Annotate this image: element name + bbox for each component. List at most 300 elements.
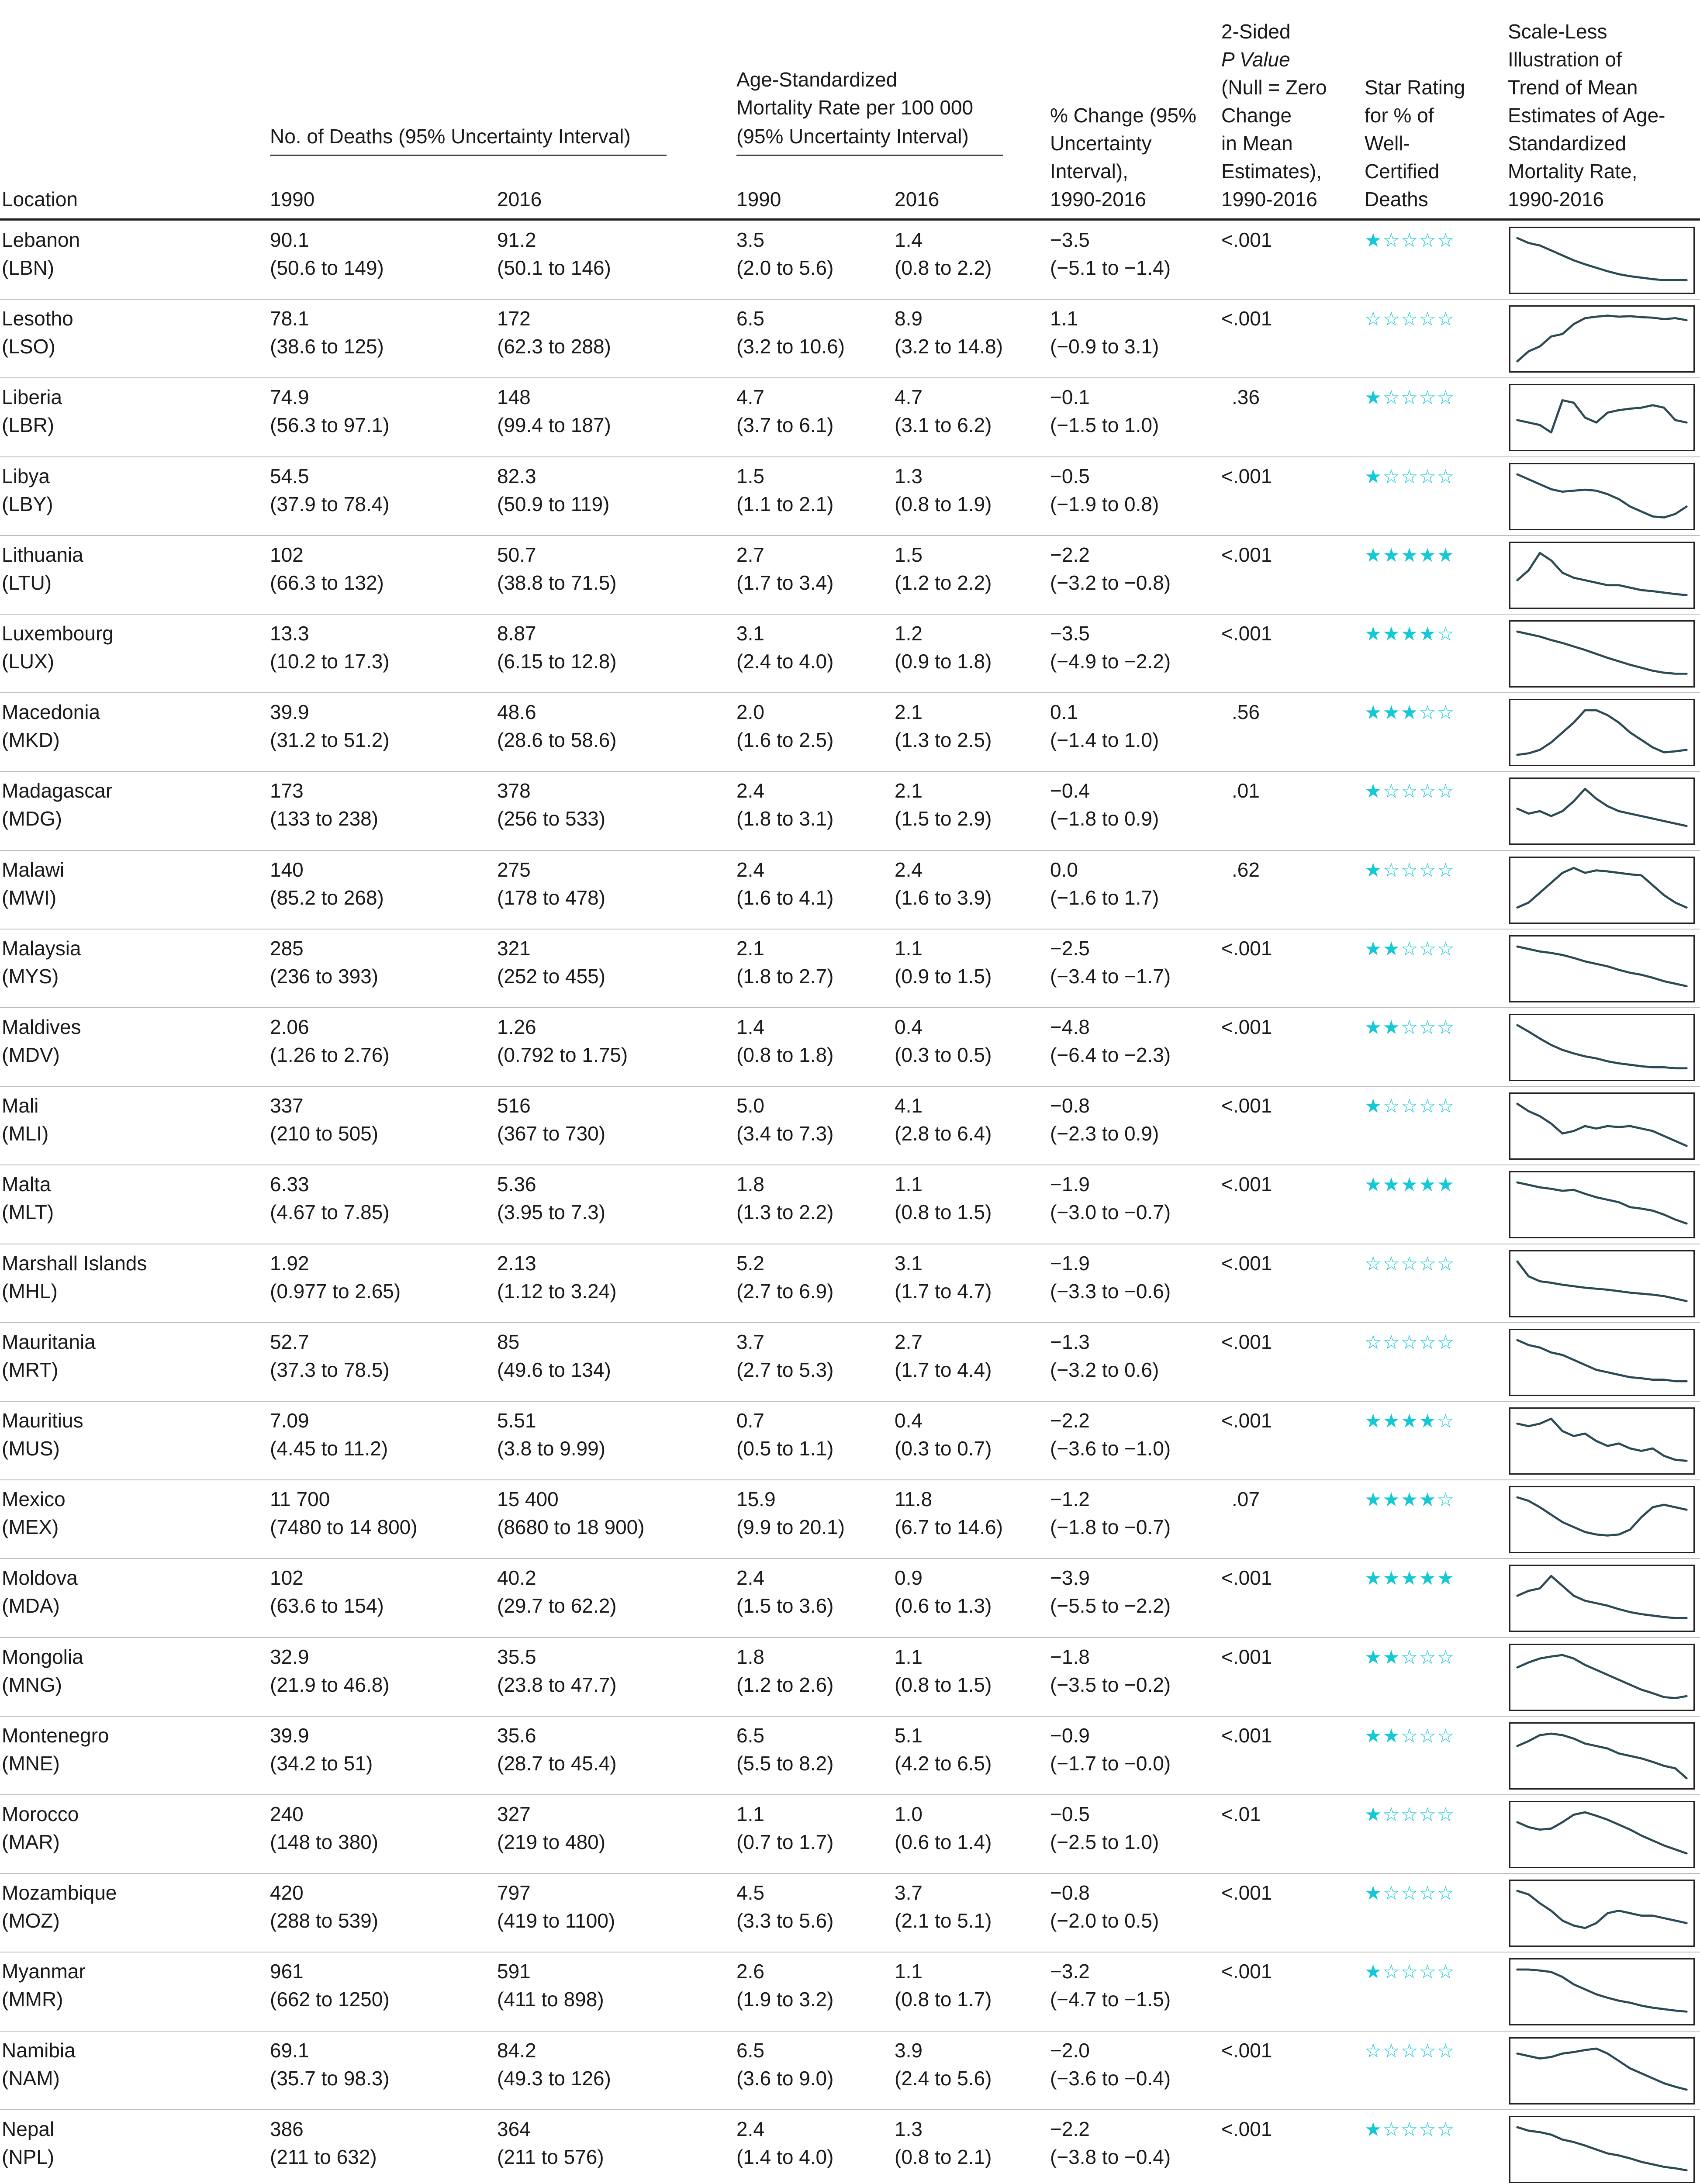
header-star-line-2: for % of: [1365, 104, 1434, 127]
cell-rate-2016-value: 1.3: [895, 464, 923, 487]
cell-location-value: Malaysia: [2, 936, 81, 960]
cell-deaths-2016-value: 516: [497, 1094, 531, 1117]
cell-deaths-1990: [270, 226, 384, 282]
cell-rate-1990: [736, 698, 833, 754]
cell-deaths-2016-interval: (411 to 898): [497, 1988, 604, 2011]
cell-rate-2016-interval: (0.6 to 1.3): [895, 1594, 992, 1617]
cell-deaths-2016: [497, 1013, 628, 1069]
cell-rate-1990: [736, 1721, 833, 1777]
trend-chart: [1510, 1015, 1693, 1080]
trend-chart: [1510, 858, 1693, 923]
cell-pct-change-interval: (−3.0 to −0.7): [1050, 1201, 1171, 1224]
cell-pct-change-interval: (−3.4 to −1.7): [1050, 964, 1171, 988]
star-rating: ☆☆☆☆☆: [1365, 1253, 1455, 1275]
cell-deaths-1990-interval: (37.9 to 78.4): [270, 492, 390, 515]
trend-sparkline: [1509, 1958, 1695, 2025]
cell-p-value: .01: [1232, 779, 1260, 802]
trend-line: [1517, 474, 1686, 518]
cell-rate-2016: [895, 541, 992, 597]
cell-location-interval: (MRT): [2, 1358, 59, 1381]
cell-rate-2016: [895, 383, 992, 439]
cell-deaths-1990-value: 7.09: [270, 1409, 309, 1432]
cell-location-interval: (LBY): [2, 492, 53, 515]
cell-p-value: .36: [1232, 386, 1260, 409]
cell-deaths-1990-value: 32.9: [270, 1645, 309, 1668]
cell-p-value: <.001: [1221, 622, 1272, 645]
cell-rate-2016-interval: (4.2 to 6.5): [895, 1752, 992, 1775]
cell-deaths-1990-interval: (210 to 505): [270, 1122, 379, 1145]
cell-location-value: Malawi: [2, 858, 65, 881]
star-rating: ★☆☆☆☆: [1365, 1883, 1455, 1904]
cell-rate-2016-value: 1.3: [895, 2117, 923, 2140]
row-separator: [0, 1007, 1700, 1008]
cell-deaths-2016-interval: (99.4 to 187): [497, 414, 611, 437]
cell-deaths-2016-value: 327: [497, 1803, 531, 1825]
row-separator: [0, 1401, 1700, 1402]
cell-p-value: <.001: [1221, 1566, 1272, 1590]
cell-rate-1990-value: 15.9: [736, 1488, 776, 1511]
cell-deaths-1990-value: 1.92: [270, 1251, 309, 1275]
cell-rate-1990: [736, 1643, 833, 1699]
trend-sparkline: [1509, 1722, 1695, 1790]
cell-rate-2016-interval: (0.8 to 1.5): [895, 1673, 992, 1696]
trend-chart: [1510, 1645, 1693, 1710]
cell-location-interval: (MYS): [2, 964, 59, 988]
trend-line: [1517, 553, 1686, 595]
cell-deaths-2016-value: 172: [497, 307, 531, 330]
cell-pct-change-value: −3.9: [1050, 1566, 1090, 1590]
cell-pct-change-interval: (−3.6 to −0.4): [1050, 2067, 1171, 2090]
cell-rate-1990: [736, 2115, 833, 2171]
cell-rate-1990-value: 4.7: [736, 386, 764, 409]
cell-location-value: Luxembourg: [2, 622, 114, 645]
trend-line: [1517, 1261, 1686, 1301]
cell-rate-2016: [895, 1800, 992, 1856]
cell-p-value: .07: [1232, 1488, 1260, 1511]
cell-rate-1990: [736, 541, 833, 597]
cell-rate-2016: [895, 1328, 992, 1384]
cell-location-value: Mauritius: [2, 1409, 83, 1432]
trend-chart: [1510, 228, 1693, 293]
cell-deaths-2016: [497, 383, 611, 439]
cell-pct-change: [1050, 1013, 1171, 1069]
trend-line: [1517, 1419, 1686, 1461]
cell-rate-1990-interval: (2.7 to 5.3): [736, 1358, 834, 1381]
cell-deaths-1990: [270, 383, 390, 439]
row-separator: [0, 535, 1700, 536]
cell-deaths-1990-interval: (236 to 393): [270, 964, 379, 988]
cell-rate-2016-value: 1.1: [895, 936, 923, 960]
cell-rate-2016-interval: (0.6 to 1.4): [895, 1831, 992, 1853]
cell-location: [2, 462, 53, 518]
trend-sparkline: [1509, 463, 1695, 530]
row-separator: [0, 1873, 1700, 1874]
cell-location-interval: (LUX): [2, 650, 55, 673]
cell-deaths-1990-interval: (21.9 to 46.8): [270, 1673, 390, 1696]
cell-deaths-1990-interval: (50.6 to 149): [270, 256, 384, 279]
cell-rate-2016-value: 0.4: [895, 1016, 923, 1038]
cell-rate-2016-value: 2.1: [895, 779, 923, 802]
cell-pct-change: [1050, 1485, 1171, 1541]
cell-p-value: .62: [1232, 858, 1260, 881]
cell-location-interval: (MKD): [2, 729, 60, 752]
cell-deaths-1990: [270, 934, 378, 990]
cell-location-value: Nepal: [2, 2117, 55, 2140]
trend-sparkline: [1509, 384, 1695, 451]
cell-rate-2016: [895, 2036, 992, 2092]
cell-pct-change-value: −1.9: [1050, 1173, 1090, 1196]
cell-pct-change-value: −4.8: [1050, 1016, 1090, 1038]
cell-rate-2016: [895, 1564, 992, 1620]
cell-rate-2016: [895, 1406, 992, 1462]
cell-location-interval: (MUS): [2, 1437, 60, 1460]
cell-location: [2, 1013, 81, 1069]
cell-rate-1990: [736, 1328, 833, 1384]
header-star-line-4: Certified: [1365, 160, 1440, 183]
header-rate-line-2: Mortality Rate per 100 000: [736, 96, 974, 119]
trend-chart: [1510, 1566, 1693, 1631]
trend-line: [1517, 868, 1686, 908]
cell-pct-change-value: −2.5: [1050, 936, 1090, 960]
cell-location-value: Lesotho: [2, 307, 73, 330]
cell-pct-change: [1050, 777, 1159, 833]
cell-deaths-1990: [270, 1485, 418, 1541]
cell-pct-change: [1050, 1328, 1159, 1384]
cell-p-value: <.001: [1221, 464, 1272, 487]
cell-p-value: <.001: [1221, 2117, 1272, 2140]
cell-deaths-2016-value: 48.6: [497, 701, 536, 724]
cell-rate-1990: [736, 619, 833, 675]
cell-location-interval: (MNE): [2, 1752, 60, 1775]
trend-line: [1517, 238, 1686, 280]
cell-rate-2016: [895, 619, 992, 675]
cell-rate-1990-value: 0.7: [736, 1409, 764, 1432]
row-separator: [0, 2109, 1700, 2110]
header-trend-line-1: Scale-Less: [1508, 20, 1607, 43]
cell-deaths-2016: [497, 1879, 615, 1935]
header-star-line-5: Deaths: [1365, 188, 1428, 211]
header-rate-2016: 2016: [895, 188, 940, 211]
cell-deaths-2016-interval: (1.12 to 3.24): [497, 1279, 617, 1303]
cell-rate-2016-value: 1.0: [895, 1803, 923, 1825]
cell-pct-change-interval: (−2.0 to 0.5): [1050, 1909, 1159, 1932]
cell-rate-1990: [736, 1957, 833, 2013]
cell-deaths-2016: [497, 856, 605, 912]
header-pvalue-line-7: 1990-2016: [1221, 188, 1317, 211]
cell-rate-1990: [736, 383, 833, 439]
trend-sparkline: [1509, 620, 1695, 688]
cell-pct-change-value: −0.8: [1050, 1881, 1090, 1904]
trend-chart: [1510, 622, 1693, 686]
trend-line: [1517, 1734, 1686, 1778]
cell-pct-change-value: 0.0: [1050, 858, 1078, 881]
cell-location-value: Marshall Islands: [2, 1251, 147, 1275]
cell-rate-2016-value: 1.1: [895, 1645, 923, 1668]
trend-sparkline: [1509, 935, 1695, 1002]
cell-rate-2016-interval: (0.3 to 0.7): [895, 1437, 992, 1460]
cell-rate-1990-value: 2.4: [736, 1566, 764, 1590]
cell-rate-2016-value: 4.7: [895, 386, 923, 409]
cell-deaths-1990: [270, 1879, 378, 1935]
cell-pct-change-value: −1.8: [1050, 1645, 1090, 1668]
cell-deaths-1990-interval: (56.3 to 97.1): [270, 414, 390, 437]
row-separator: [0, 299, 1700, 300]
cell-rate-2016-interval: (1.6 to 3.9): [895, 886, 992, 909]
cell-deaths-1990-interval: (85.2 to 268): [270, 886, 384, 909]
cell-rate-2016: [895, 934, 992, 990]
row-separator: [0, 771, 1700, 772]
cell-deaths-2016-interval: (62.3 to 288): [497, 335, 611, 358]
cell-rate-1990: [736, 1249, 833, 1305]
cell-deaths-1990-interval: (63.6 to 154): [270, 1594, 384, 1617]
cell-deaths-2016: [497, 934, 605, 990]
cell-location: [2, 1564, 78, 1620]
cell-rate-2016-value: 1.1: [895, 1960, 923, 1983]
trend-line: [1517, 1655, 1686, 1698]
cell-rate-1990-value: 1.5: [736, 464, 764, 487]
cell-pct-change: [1050, 1249, 1171, 1305]
cell-deaths-2016: [497, 462, 609, 518]
cell-deaths-2016: [497, 1328, 611, 1384]
cell-rate-1990-interval: (3.4 to 7.3): [736, 1122, 834, 1145]
cell-deaths-1990-interval: (288 to 539): [270, 1909, 379, 1932]
cell-deaths-1990-interval: (662 to 1250): [270, 1988, 390, 2011]
cell-deaths-2016: [497, 1092, 605, 1147]
cell-location: [2, 1485, 66, 1541]
star-rating: ☆☆☆☆☆: [1365, 1331, 1455, 1353]
cell-deaths-1990-value: 52.7: [270, 1330, 309, 1353]
trend-sparkline: [1509, 1880, 1695, 1947]
cell-location-value: Mozambique: [2, 1881, 117, 1904]
cell-p-value: <.001: [1221, 1094, 1272, 1117]
cell-rate-1990-value: 1.4: [736, 1016, 764, 1038]
cell-deaths-1990: [270, 1249, 401, 1305]
cell-deaths-2016-interval: (367 to 730): [497, 1122, 606, 1145]
cell-deaths-1990: [270, 541, 384, 597]
star-rating: ★★☆☆☆: [1365, 1017, 1455, 1038]
star-rating: ★★☆☆☆: [1365, 1646, 1455, 1668]
cell-deaths-1990-interval: (4.67 to 7.85): [270, 1201, 390, 1224]
cell-deaths-1990: [270, 462, 390, 518]
trend-sparkline: [1509, 1407, 1695, 1475]
cell-rate-2016: [895, 1249, 992, 1305]
cell-rate-2016-value: 2.7: [895, 1330, 923, 1353]
header-star-line-1: Star Rating: [1365, 76, 1465, 99]
cell-deaths-2016: [497, 1406, 605, 1462]
cell-deaths-1990: [270, 1721, 373, 1777]
star-rating: ★☆☆☆☆: [1365, 387, 1455, 409]
cell-deaths-2016: [497, 2036, 611, 2092]
cell-rate-1990: [736, 1485, 845, 1541]
cell-pct-change-interval: (−4.9 to −2.2): [1050, 650, 1171, 673]
cell-deaths-1990: [270, 2036, 390, 2092]
cell-deaths-2016-value: 148: [497, 386, 531, 409]
cell-rate-2016-value: 1.4: [895, 228, 923, 251]
cell-location-interval: (MHL): [2, 1279, 58, 1303]
cell-deaths-2016: [497, 619, 617, 675]
cell-location-interval: (MWI): [2, 886, 57, 909]
cell-location-interval: (MLT): [2, 1201, 54, 1224]
cell-pct-change: [1050, 934, 1171, 990]
header-pct-line-4: 1990-2016: [1050, 188, 1146, 211]
cell-rate-1990-value: 5.2: [736, 1251, 764, 1275]
star-rating: ★★★★★: [1365, 1174, 1455, 1196]
cell-deaths-1990-interval: (38.6 to 125): [270, 335, 384, 358]
cell-location-interval: (NAM): [2, 2067, 60, 2090]
cell-deaths-2016-value: 364: [497, 2117, 531, 2140]
cell-deaths-1990: [270, 1564, 384, 1620]
cell-location: [2, 1092, 48, 1147]
trend-line: [1517, 947, 1686, 986]
cell-deaths-2016-interval: (252 to 455): [497, 964, 606, 988]
cell-pct-change: [1050, 1406, 1171, 1462]
cell-rate-2016: [895, 698, 992, 754]
trend-sparkline: [1509, 778, 1695, 845]
cell-rate-1990-value: 2.6: [736, 1960, 764, 1983]
trend-line: [1517, 1812, 1686, 1853]
cell-rate-2016: [895, 1170, 992, 1226]
cell-rate-1990: [736, 934, 833, 990]
trend-chart: [1510, 1959, 1693, 2024]
cell-deaths-1990: [270, 698, 390, 754]
cell-deaths-1990-value: 39.9: [270, 1724, 309, 1747]
cell-location: [2, 698, 100, 754]
cell-pct-change-interval: (−1.8 to 0.9): [1050, 807, 1159, 830]
cell-rate-1990-value: 1.1: [736, 1803, 764, 1825]
cell-deaths-2016: [497, 1564, 617, 1620]
cell-deaths-1990-value: 102: [270, 543, 304, 566]
cell-pct-change-value: −2.2: [1050, 543, 1090, 566]
cell-p-value: <.001: [1221, 1173, 1272, 1196]
cell-deaths-1990: [270, 1406, 388, 1462]
cell-rate-2016-value: 1.2: [895, 622, 923, 645]
trend-line: [1517, 1182, 1686, 1223]
trend-sparkline: [1509, 1092, 1695, 1160]
cell-deaths-2016-value: 1.26: [497, 1016, 536, 1038]
cell-pct-change-interval: (−3.8 to −0.4): [1050, 2145, 1171, 2168]
trend-chart: [1510, 1409, 1693, 1473]
cell-rate-1990-interval: (1.9 to 3.2): [736, 1988, 834, 2011]
trend-line: [1517, 1576, 1686, 1618]
cell-rate-1990-interval: (1.1 to 2.1): [736, 492, 834, 515]
cell-location: [2, 1249, 147, 1305]
trend-sparkline: [1509, 227, 1695, 294]
cell-location-value: Mali: [2, 1094, 39, 1117]
cell-deaths-2016-interval: (419 to 1100): [497, 1909, 615, 1932]
cell-rate-2016-value: 1.5: [895, 543, 923, 566]
cell-pct-change-interval: (−1.8 to −0.7): [1050, 1516, 1171, 1539]
cell-deaths-1990-value: 420: [270, 1881, 304, 1904]
cell-location-value: Malta: [2, 1173, 51, 1196]
star-rating: ★★★★☆: [1365, 623, 1455, 645]
cell-rate-1990-value: 5.0: [736, 1094, 764, 1117]
cell-deaths-1990-interval: (35.7 to 98.3): [270, 2067, 390, 2090]
cell-deaths-1990: [270, 2115, 377, 2171]
cell-deaths-1990: [270, 1170, 390, 1226]
row-separator: [0, 1558, 1700, 1559]
cell-deaths-2016-value: 35.5: [497, 1645, 536, 1668]
cell-rate-2016: [895, 777, 992, 833]
trend-chart: [1510, 2039, 1693, 2103]
cell-location-interval: (MEX): [2, 1516, 59, 1539]
cell-p-value: <.001: [1221, 1330, 1272, 1353]
trend-line: [1517, 710, 1686, 755]
header-rate-line-1: Age-Standardized: [736, 68, 898, 91]
cell-pct-change: [1050, 1170, 1171, 1226]
cell-deaths-2016: [497, 226, 611, 282]
cell-location: [2, 1328, 96, 1384]
trend-sparkline: [1509, 542, 1695, 609]
cell-location-value: Macedonia: [2, 701, 100, 724]
cell-deaths-1990-value: 39.9: [270, 701, 309, 724]
cell-rate-1990-interval: (1.8 to 3.1): [736, 807, 834, 830]
cell-rate-2016: [895, 1643, 992, 1699]
cell-rate-1990-value: 1.8: [736, 1645, 764, 1668]
cell-deaths-1990-interval: (10.2 to 17.3): [270, 650, 390, 673]
cell-rate-2016-value: 11.8: [895, 1488, 933, 1511]
cell-pct-change-value: −0.9: [1050, 1724, 1090, 1747]
cell-rate-2016: [895, 1879, 992, 1935]
cell-rate-1990-value: 2.4: [736, 779, 764, 802]
cell-rate-2016-value: 0.9: [895, 1566, 923, 1590]
cell-location-value: Mexico: [2, 1488, 66, 1511]
trend-sparkline: [1509, 1644, 1695, 1711]
cell-location-interval: (MNG): [2, 1673, 62, 1696]
star-rating: ★★☆☆☆: [1365, 938, 1455, 960]
cell-deaths-2016: [497, 1249, 617, 1305]
cell-deaths-1990-value: 140: [270, 858, 304, 881]
cell-location-interval: (MDG): [2, 807, 62, 830]
cell-location: [2, 1800, 79, 1856]
cell-location-value: Maldives: [2, 1016, 81, 1038]
cell-location: [2, 1170, 54, 1226]
cell-deaths-1990-value: 386: [270, 2117, 304, 2140]
trend-sparkline: [1509, 1801, 1695, 1868]
cell-rate-2016-interval: (2.1 to 5.1): [895, 1909, 992, 1932]
header-deaths-group: No. of Deaths (95% Uncertainty Interval): [270, 125, 631, 148]
header-pvalue-line-6: Estimates),: [1221, 160, 1322, 183]
cell-rate-2016-interval: (1.7 to 4.7): [895, 1279, 992, 1303]
header-trend-line-7: 1990-2016: [1508, 188, 1604, 211]
cell-rate-1990-interval: (0.8 to 1.8): [736, 1044, 834, 1066]
cell-rate-2016: [895, 1092, 992, 1147]
star-rating: ★☆☆☆☆: [1365, 859, 1455, 881]
cell-deaths-1990-interval: (0.977 to 2.65): [270, 1279, 401, 1303]
trend-line: [1517, 2049, 1686, 2090]
cell-location: [2, 619, 114, 675]
cell-location-value: Namibia: [2, 2039, 76, 2062]
star-rating: ★★★★★: [1365, 1568, 1455, 1590]
cell-rate-2016-interval: (2.8 to 6.4): [895, 1122, 992, 1145]
cell-deaths-2016: [497, 1485, 645, 1541]
cell-pct-change-value: −3.2: [1050, 1960, 1090, 1983]
cell-location-value: Lithuania: [2, 543, 83, 566]
trend-sparkline: [1509, 305, 1695, 373]
header-deaths-2016: 2016: [497, 188, 542, 211]
cell-deaths-2016-value: 591: [497, 1960, 531, 1983]
cell-rate-2016-interval: (0.3 to 0.5): [895, 1044, 992, 1066]
trend-line: [1517, 789, 1686, 826]
cell-rate-1990-value: 3.7: [736, 1330, 764, 1353]
cell-rate-1990-value: 2.1: [736, 936, 764, 960]
header-pvalue-line-4: Change: [1221, 104, 1292, 127]
cell-deaths-1990-value: 54.5: [270, 464, 309, 487]
cell-deaths-1990-value: 102: [270, 1566, 304, 1590]
cell-deaths-1990: [270, 1092, 378, 1147]
star-rating: ★★★★★: [1365, 544, 1455, 566]
cell-location: [2, 541, 83, 597]
cell-location-interval: (MDV): [2, 1044, 60, 1066]
